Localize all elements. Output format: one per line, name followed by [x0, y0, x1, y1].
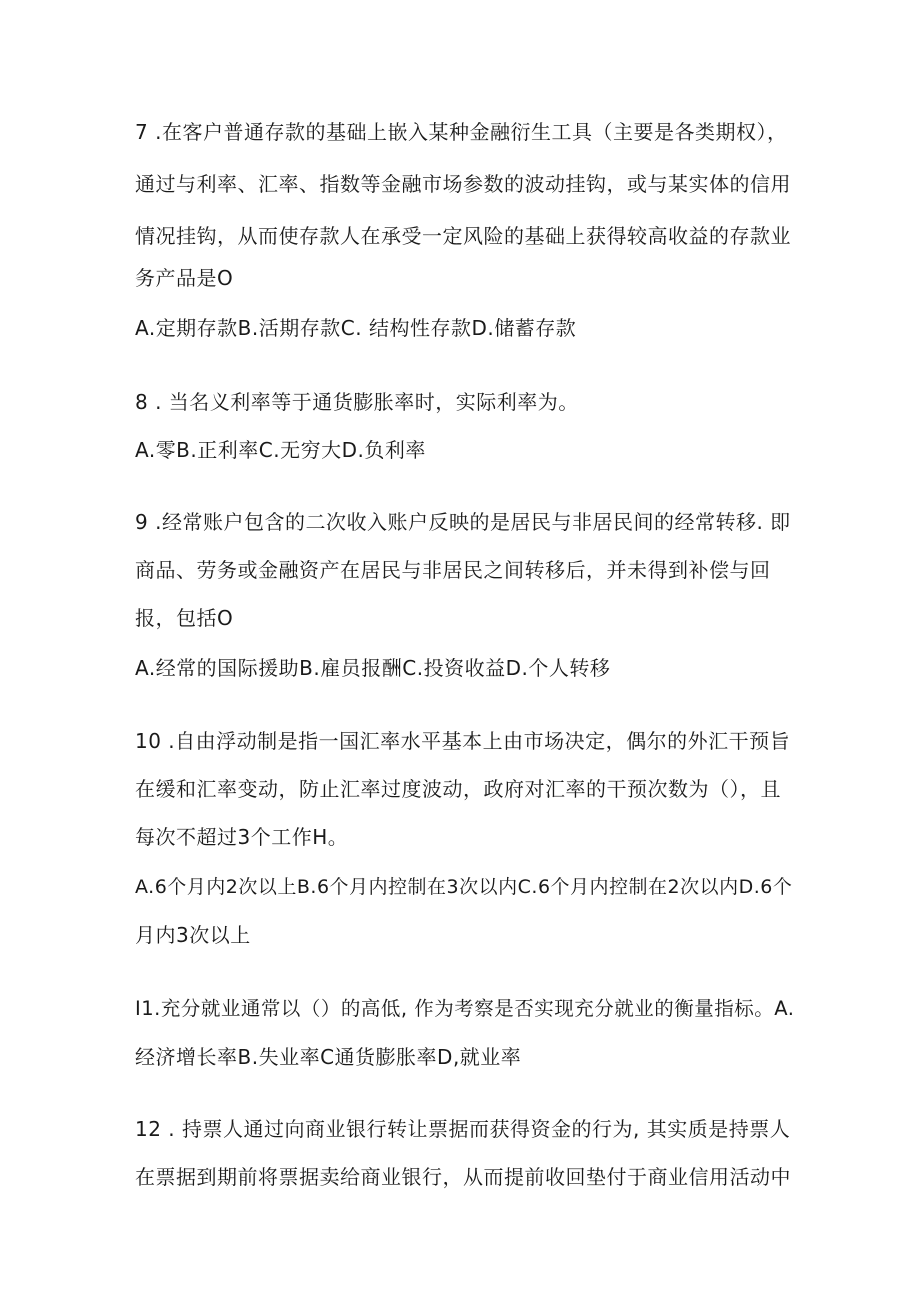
question-7-line-2: 通过与利率、汇率、指数等金融市场参数的波动挂钩，或与某实体的信用: [135, 172, 791, 196]
question-8-options: A.零B.正利率C.无穷大D.负利率: [135, 438, 426, 462]
question-7-line-4: 务产品是O: [135, 266, 234, 290]
question-10-line-3: 每次不超过3个工作H。: [135, 825, 349, 849]
question-9-line-1: 9 .经常账户包含的二次收入账户反映的是居民与非居民间的经常转移. 即: [135, 510, 791, 534]
question-12-line-1: 12 . 持票人通过向商业银行转让票据而获得资金的行为, 其实质是持票人: [135, 1117, 791, 1141]
question-11-line-1: I1.充分就业通常以（）的高低, 作为考察是否实现充分就业的衡量指标。A.: [135, 997, 795, 1020]
question-10-options-line-2: 月内3次以上: [135, 923, 251, 947]
question-10-line-2: 在缓和汇率变动，防止汇率过度波动，政府对汇率的干预次数为（），且: [135, 777, 781, 801]
question-10-options-line-1: A.6个月内2次以上B.6个月内控制在3次以内C.6个月内控制在2次以内D.6个: [135, 876, 793, 898]
question-7-options: A.定期存款B.活期存款C. 结构性存款D.储蓄存款: [135, 316, 577, 340]
question-11-line-2: 经济增长率B.失业率C通货膨胀率D,就业率: [135, 1045, 522, 1069]
question-9-line-2: 商品、劳务或金融资产在居民与非居民之间转移后，并未得到补偿与回: [135, 558, 771, 582]
question-7-line-1: 7 .在客户普通存款的基础上嵌入某种金融衍生工具（主要是各类期权），: [135, 120, 788, 144]
question-7-line-3: 情况挂钩，从而使存款人在承受一定风险的基础上获得较高收益的存款业: [135, 224, 791, 248]
question-8-line-1: 8 . 当名义利率等于通货膨胀率时，实际利率为。: [135, 390, 579, 414]
question-9-line-3: 报，包括O: [135, 606, 234, 630]
question-12-line-2: 在票据到期前将票据卖给商业银行，从而提前收回垫付于商业信用活动中: [135, 1165, 791, 1189]
question-10-line-1: 10 .自由浮动制是指一国汇率水平基本上由市场决定，偶尔的外汇干预旨: [135, 729, 791, 753]
question-9-options: A.经常的国际援助B.雇员报酬C.投资收益D.个人转移: [135, 656, 611, 680]
